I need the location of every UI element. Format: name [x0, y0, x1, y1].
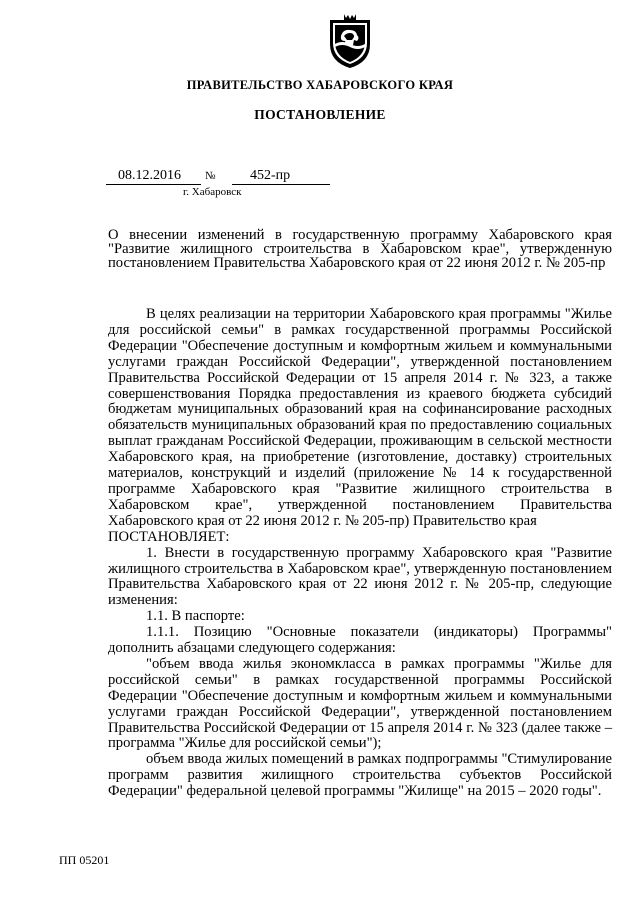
paragraph-item-1-1-1: 1.1.1. Позицию "Основные показатели (индикаторы) Программы" дополнить абзацами следующего содержания: — [108, 624, 612, 657]
coat-of-arms-emblem — [327, 14, 373, 70]
paragraph-item-1-1: 1.1. В паспорте: — [146, 608, 245, 625]
document-number: 452-пр — [250, 168, 291, 183]
paragraph-item-1: 1. Внести в государственную программу Хабаровского края "Развитие жилищного строительства в Хабаровском крае", утвержденную постановлением Правительства Хабаровского края от 22 июня 2012 г. № 205-пр, следующие изменения: — [108, 544, 612, 609]
number-underline — [232, 184, 330, 185]
document-subject: О внесении изменений в государственную программу Хабаровского края "Развитие жилищного строительства в Хабаровском крае", утвержденную постановлением Правительства Хабаровского края от 22 июня 2012 г. № 205-пр — [108, 227, 612, 271]
document-code: ПП 05201 — [59, 853, 110, 867]
number-sign: № — [205, 170, 216, 182]
document-date: 08.12.2016 — [118, 168, 181, 183]
government-title: ПРАВИТЕЛЬСТВО ХАБАРОВСКОГО КРАЯ — [186, 78, 454, 92]
document-type-title: ПОСТАНОВЛЕНИЕ — [254, 107, 386, 122]
document-city: г. Хабаровск — [183, 186, 242, 198]
paragraph-quote-2: объем ввода жилых помещений в рамках подпрограммы "Стимулирование программ развития жилищного строительства субъектов Российской Федерации" федеральной целевой программы "Жилище" на 2015 – 2020 годы". — [108, 751, 612, 800]
paragraph-resolves: ПОСТАНОВЛЯЕТ: — [108, 528, 230, 545]
paragraph-quote-1: "объем ввода жилья экономкласса в рамках программы "Жилье для российской семьи" в рамках государственной программы Российской Федерации "Обеспечение доступным и комфортным жильем и коммунальными услугами граждан Российской Федерации", утвержденной постановлением Правительства Российской Федерации от 15 апреля 2014 г. № 323 (далее также – программа "Жилье для российской семьи"); — [108, 655, 612, 752]
paragraph-preamble: В целях реализации на территории Хабаровского края программы "Жилье для российской семьи" в рамках государственной программы Российской Федерации "Обеспечение доступным и комфортным жильем и коммунальными услугами граждан Российской Федерации", утвержденной постановлением Правительства Российской Федерации от 15 апреля 2014 г. № 323, а также совершенствования Порядка предоставления из краевого бюджета субсидий бюджетам муниципальных образований края на софинансирование расходных обязательств муниципальных образований края по предоставлению социальных выплат гражданам Российской Федерации, проживающим в сельской местности Хабаровского края, на приобретение (изготовление, доставку) строительных материалов, конструкций и изделий (приложение № 14 к государственной программе Хабаровского края "Развитие жилищного строительства в Хабаровском крае", утвержденной постановлением Правительства Хабаровского края от 22 июня 2012 г. № 205-пр) Правительство края — [108, 306, 612, 529]
document-body — [108, 307, 612, 800]
date-underline — [106, 184, 201, 185]
